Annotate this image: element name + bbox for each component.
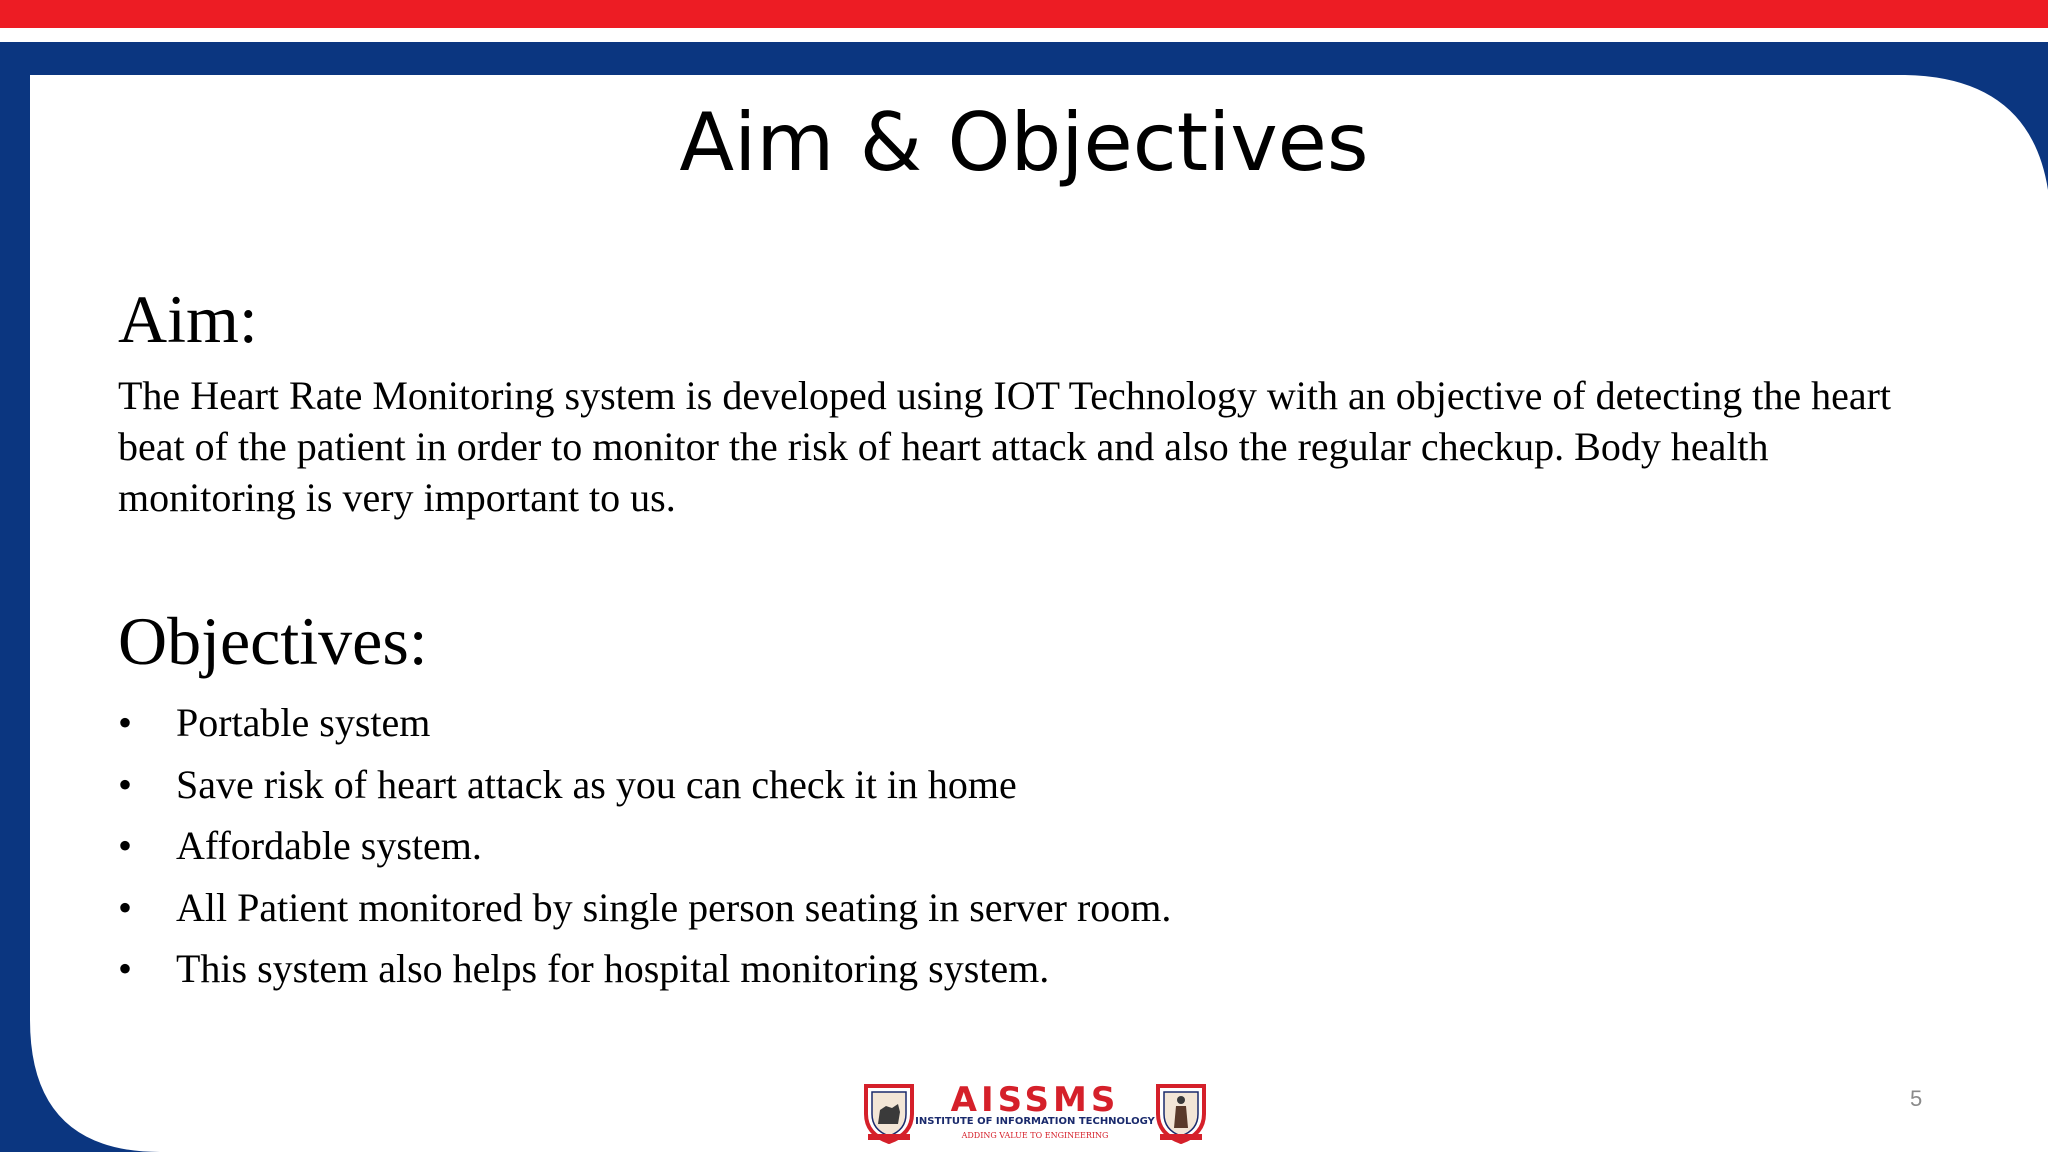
bullet-icon: • (118, 700, 133, 745)
bullet-icon: • (118, 761, 133, 807)
objective-item (118, 754, 1171, 816)
page-number: 5 (1910, 1086, 1923, 1111)
objectives-heading: Objectives: (118, 603, 428, 679)
objective-item (118, 938, 1171, 1000)
objective-text: All Patient monitored by single person seating in server room. (176, 884, 1172, 930)
bullet-icon: • (118, 823, 133, 868)
objective-item (118, 692, 1171, 754)
crest-shield-icon (862, 1080, 916, 1144)
aim-heading: Aim: (118, 281, 258, 357)
objectives-list (118, 692, 1171, 1000)
crest-statue-icon (1154, 1080, 1208, 1144)
slide-title: Aim & Objectives (679, 96, 1369, 189)
logo-name: AISSMS (950, 1080, 1120, 1120)
objective-item (118, 815, 1171, 877)
aim-paragraph: The Heart Rate Monitoring system is developed using IOT Technology with an objective of detecting the heart beat of the patient in order to monitor the risk of heart attack and also the regular checkup. Body health monitoring is very important to us. (118, 373, 1892, 520)
logo-subtitle: INSTITUTE OF INFORMATION TECHNOLOGY (915, 1116, 1155, 1127)
top-red-band (0, 0, 2048, 28)
top-white-stripe (0, 28, 2048, 42)
objective-text: Affordable system. (176, 823, 482, 868)
objective-text: This system also helps for hospital monitoring system. (176, 946, 1050, 991)
objective-text: Save risk of heart attack as you can check it in home (176, 761, 1017, 807)
objective-item (118, 877, 1171, 939)
institute-logo (860, 1078, 1210, 1152)
bullet-icon: • (118, 946, 133, 991)
logo-tagline: ADDING VALUE TO ENGINEERING (961, 1131, 1109, 1140)
objective-text: Portable system (176, 700, 431, 745)
bullet-icon: • (118, 884, 133, 930)
